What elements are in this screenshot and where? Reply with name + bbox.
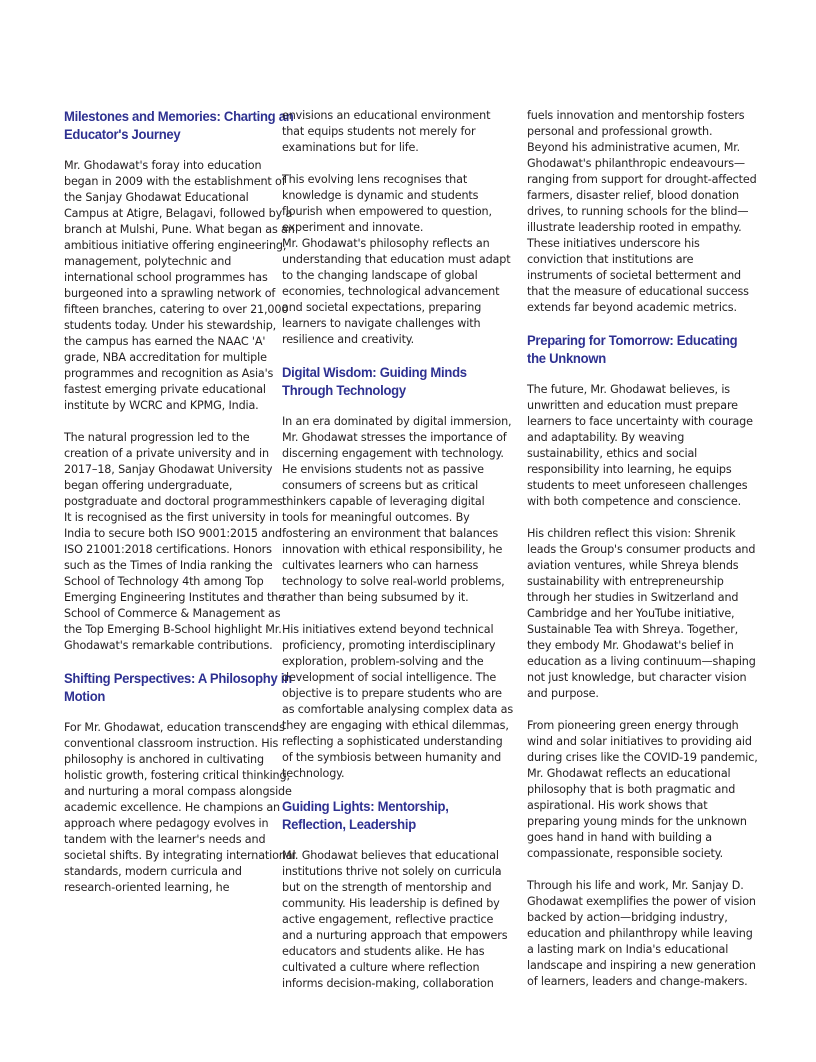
- paragraph-shifting-1-start: For Mr. Ghodawat, education transcends conventional classroom instruction. His philosophy is anchored in cultivating holistic growth, fostering critical thinking, and nurturing a moral compass alongside academic excellence. He champions an approach where pedagogy evolves in tandem with the learner's needs and societal shifts. By integrating international standards, modern curricula and research-oriented learning, he: [64, 721, 296, 894]
- heading-guiding-lights: Guiding Lights: Mentorship, Reflection, Leadership: [282, 799, 449, 833]
- heading-preparing-tomorrow: Preparing for Tomorrow: Educating the Unknown: [527, 333, 738, 367]
- paragraph-digital-1: In an era dominated by digital immersion, Mr. Ghodawat stresses the importance of discerning engagement with technology. He envisions students not as passive consumers of screens but as critical thinkers capable of leveraging digital tools for meaningful outcomes. By fostering an environment that balances innovation with ethical responsibility, he cultivates learners who can harness technology to solve real-world problems, rather than being subsumed by it.: [282, 415, 512, 604]
- paragraph-shifting-2: This evolving lens recognises that knowledge is dynamic and students flourish when empowered to question, experiment and innovate.: [282, 173, 492, 234]
- column-left: [64, 108, 296, 912]
- paragraph-shifting-1-continued: envisions an educational environment that equips students not merely for examinations but for life.: [282, 109, 491, 154]
- column-right: [527, 108, 759, 1006]
- paragraph-shifting-3: Mr. Ghodawat's philosophy reflects an understanding that education must adapt to the changing landscape of global economies, technological advancement and societal expectations, preparing learners to navigate challenges with resilience and creativity.: [282, 237, 511, 346]
- paragraph-digital-2: His initiatives extend beyond technical proficiency, promoting interdisciplinary exploration, problem-solving and the development of social intelligence. The objective is to prepare students who are as comfortable analysing complex data as they are engaging with ethical dilemmas, reflecting a sophisticated understanding of the symbiosis between humanity and technology.: [282, 623, 514, 780]
- paragraph-preparing-3: From pioneering green energy through wind and solar initiatives to providing aid during crises like the COVID-19 pandemic, Mr. Ghodawat reflects an educational philosophy that is both pragmatic and aspirational. His work shows that preparing young minds for the unknown goes hand in hand with building a compassionate, responsible society.: [527, 719, 758, 860]
- paragraph-preparing-2: His children reflect this vision: Shrenik leads the Group's consumer products and aviation ventures, while Shreya blends sustainability with entrepreneurship through her studies in Switzerland and Cambridge and her YouTube initiative, Sustainable Tea with Shreya. Together, they embody Mr. Ghodawat's belief in education as a living continuum—shaping not just knowledge, but character vision and purpose.: [527, 527, 756, 700]
- column-middle: [282, 108, 514, 1008]
- paragraph-guiding-1-start: Mr. Ghodawat believes that educational institutions thrive not solely on curricula but on the strength of mentorship and community. His leadership is defined by active engagement, reflective practice and a nurturing approach that empowers educators and students alike. He has cultivated a culture where reflection informs decision-making, collaboration: [282, 849, 508, 990]
- paragraph-milestones-1: Mr. Ghodawat's foray into education began in 2009 with the establishment of the Sanjay Ghodawat Educational Campus at Atigre, Belagavi, followed by a branch at Mulshi, Pune. What began as an ambitious initiative offering engineering, management, polytechnic and international school programmes has burgeoned into a sprawling network of fifteen branches, catering to over 21,000 students today. Under his stewardship, the campus has earned the NAAC 'A' grade, NBA accreditation for multiple programmes and recognition as Asia's fastest emerging private educational institute by WCRC and KPMG, India.: [64, 159, 295, 412]
- heading-shifting-perspectives: Shifting Perspectives: A Philosophy in Motion: [64, 671, 292, 705]
- paragraph-guiding-2: Beyond his administrative acumen, Mr. Ghodawat's philanthropic endeavours—ranging from support for drought-affected farmers, disaster relief, blood donation drives, to running schools for the blind—illustrate leadership rooted in empathy. These initiatives underscore his conviction that institutions are instruments of societal betterment and that the measure of educational success extends far beyond academic metrics.: [527, 141, 757, 314]
- heading-digital-wisdom: Digital Wisdom: Guiding Minds Through Technology: [282, 365, 467, 399]
- paragraph-guiding-1-continued: fuels innovation and mentorship fosters personal and professional growth.: [527, 109, 745, 138]
- heading-milestones: Milestones and Memories: Charting an Educator's Journey: [64, 109, 294, 143]
- paragraph-milestones-2: The natural progression led to the creation of a private university and in 2017–18, Sanjay Ghodawat University began offering undergraduate, postgraduate and doctoral programmes. It is recognised as the first university in India to secure both ISO 9001:2015 and ISO 21001:2018 certifications. Honors such as the Times of India ranking the School of Technology 4th among Top Emerging Engineering Institutes and the School of Commerce & Management as the Top Emerging B-School highlight Mr. Ghodawat's remarkable contributions.: [64, 431, 287, 652]
- paragraph-preparing-4: Through his life and work, Mr. Sanjay D. Ghodawat exemplifies the power of vision backed by action—bridging industry, education and philanthropy while leaving a lasting mark on India's educational landscape and inspiring a new generation of learners, leaders and change-makers.: [527, 879, 756, 988]
- paragraph-preparing-1: The future, Mr. Ghodawat believes, is unwritten and education must prepare learners to face uncertainty with courage and adaptability. By weaving sustainability, ethics and social responsibility into learning, he equips students to meet unforeseen challenges with both competence and conscience.: [527, 383, 753, 508]
